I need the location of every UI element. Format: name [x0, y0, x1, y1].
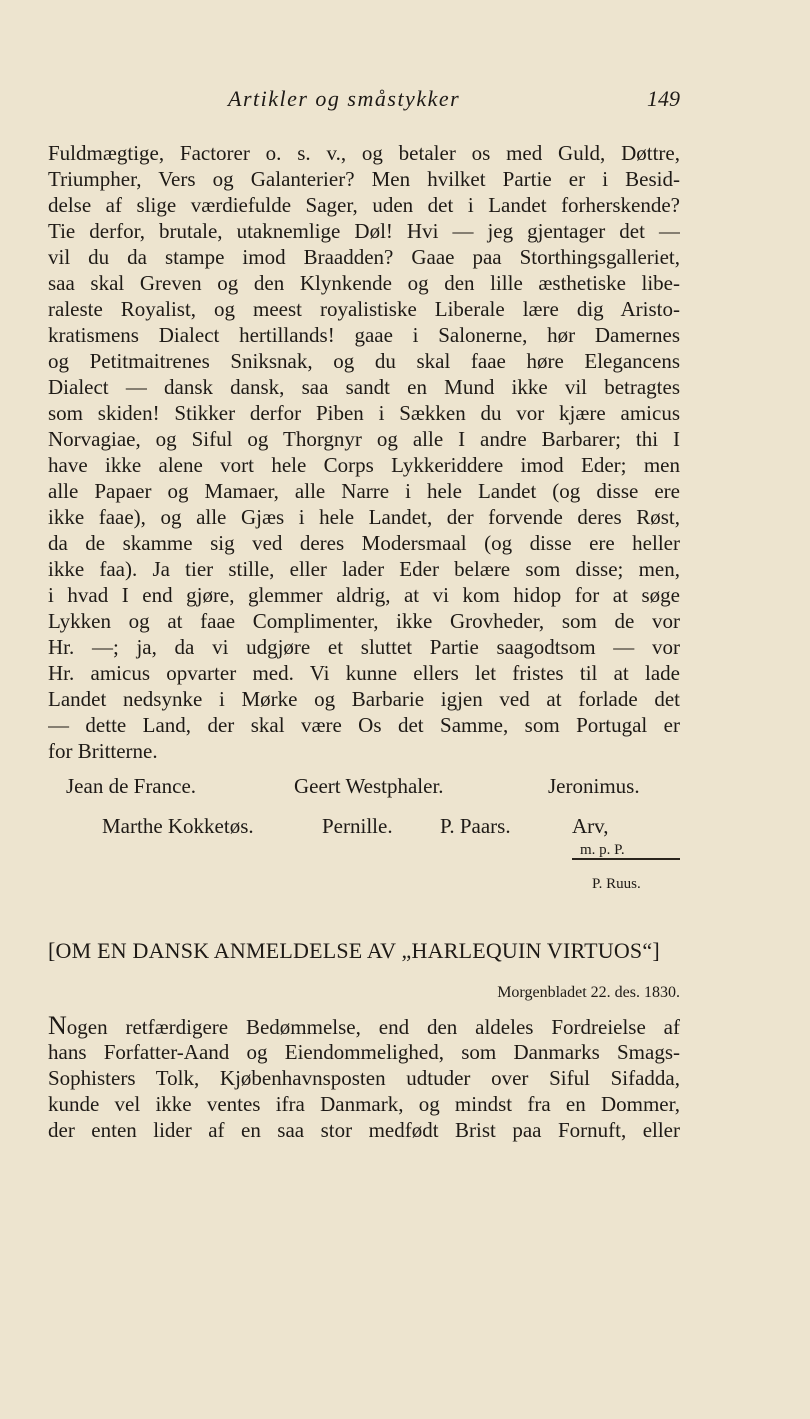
text-line: — dette Land, der skal være Os det Samme, som Portugal er [48, 713, 680, 737]
text-line: saa skal Greven og den Klynkende og den lille æsthetiske libe- [48, 271, 680, 295]
signature: Arv, [572, 814, 609, 838]
text-line: ikke faa). Ja tier stille, eller lader Eder belære som disse; men, [48, 557, 680, 581]
text-line: Fuldmægtige, Factorer o. s. v., og betaler os med Guld, Døttre, [48, 141, 680, 165]
text-line: kunde vel ikke ventes ifra Danmark, og mindst fra en Dommer, [48, 1092, 680, 1116]
text-line: Landet nedsynke i Mørke og Barbarie igjen ved at forlade det [48, 687, 680, 711]
text-line: Sophisters Tolk, Kjøbenhavnsposten udtuder over Siful Sifadda, [48, 1066, 680, 1090]
text-line: delse af slige værdiefulde Sager, uden det i Landet forherskende? [48, 193, 680, 217]
signature-note: m. p. P. [580, 842, 625, 858]
text-line: have ikke alene vort hele Corps Lykkeriddere imod Eder; men [48, 453, 680, 477]
signature: P. Ruus. [592, 876, 641, 892]
text-line: Dialect — dansk dansk, saa sandt en Mund ikke vil betragtes [48, 375, 680, 399]
text-line-rest: ogen retfærdigere Bedømmelse, end den aldeles Fordreielse af [66, 1015, 680, 1039]
text-line: hans Forfatter-Aand og Eiendommelighed, som Danmarks Smags- [48, 1040, 680, 1064]
text-line: Tie derfor, brutale, utaknemlige Døl! Hvi — jeg gjentager det — [48, 219, 680, 243]
signature: Geert Westphaler. [294, 774, 444, 798]
text-line: Hr. —; ja, da vi udgjøre et sluttet Partie saagodtsom — vor [48, 635, 680, 659]
divider [572, 858, 680, 860]
signature: Pernille. [322, 814, 393, 838]
text-line: da de skamme sig ved deres Modersmaal (og disse ere heller [48, 531, 680, 555]
text-line: i hvad I end gjøre, glemmer aldrig, at vi kom hidop for at søge [48, 583, 680, 607]
section-text [48, 1013, 680, 1143]
text-line: Lykken og at faae Complimenter, ikke Grovheder, som de vor [48, 609, 680, 633]
text-line: ikke faae), og alle Gjæs i hele Landet, der forvende deres Røst, [48, 505, 680, 529]
text-line: som skiden! Stikker derfor Piben i Sækken du vor kjære amicus [48, 401, 680, 425]
text-line: Hr. amicus opvarter med. Vi kunne ellers let fristes til at lade [48, 661, 680, 685]
running-head [48, 86, 680, 116]
text-line: vil du da stampe imod Braadden? Gaae paa Storthingsgalleriet, [48, 245, 680, 269]
text-line: Norvagiae, og Siful og Thorgnyr og alle I andre Barbarer; thi I [48, 427, 680, 451]
signature: P. Paars. [440, 814, 511, 838]
text-line: Triumpher, Vers og Galanterier? Men hvilket Partie er i Besid- [48, 167, 680, 191]
text-line: raleste Royalist, og meest royalistiske Liberale lære dig Aristo- [48, 297, 680, 321]
text-line: der enten lider af en saa stor medfødt Brist paa Fornuft, eller [48, 1118, 680, 1142]
source-citation: Morgenbladet 22. des. 1830. [497, 984, 680, 1001]
main-text [48, 140, 680, 764]
text-line: og Petitmaitrenes Sniksnak, og du skal faae høre Elegancens [48, 349, 680, 373]
section-heading: [OM EN DANSK ANMELDELSE AV „HARLEQUIN VIRTUOS“] [48, 938, 660, 963]
page-number: 149 [647, 86, 680, 111]
drop-cap: N [48, 1013, 67, 1039]
signature: Marthe Kokketøs. [102, 814, 254, 838]
text-line [48, 1013, 680, 1039]
text-line: alle Papaer og Mamaer, alle Narre i hele Landet (og disse ere [48, 479, 680, 503]
running-title: Artikler og småstykker [228, 86, 461, 111]
signature: Jean de France. [66, 774, 197, 798]
signature: Jeronimus. [548, 774, 640, 798]
text-line: kratismens Dialect hertillands! gaae i Salonerne, hør Damernes [48, 323, 680, 347]
text-line: for Britterne. [48, 739, 158, 763]
